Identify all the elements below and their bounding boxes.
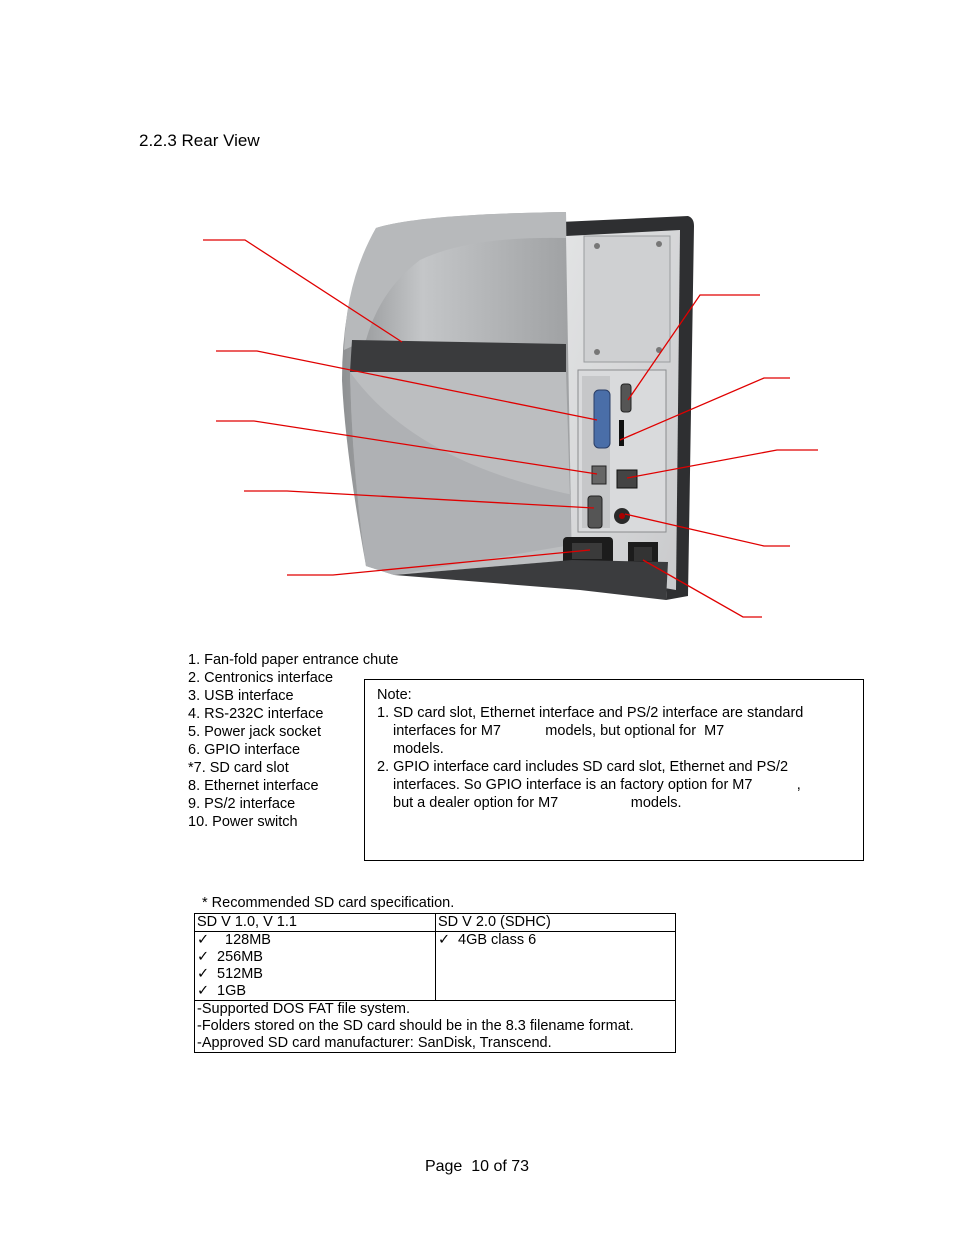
check-icon: ✓ xyxy=(197,949,210,965)
legend-item: 1. Fan-fold paper entrance chute xyxy=(188,652,399,668)
list-item: 256MB xyxy=(217,949,263,965)
check-icon: ✓ xyxy=(438,932,451,948)
section-title: 2.2.3 Rear View xyxy=(139,131,260,150)
sd-col1-header: SD V 1.0, V 1.1 xyxy=(195,914,436,932)
note-line: interfaces. So GPIO interface is an factory option for M7 , xyxy=(393,777,801,793)
cover-plate xyxy=(584,236,670,362)
fanfold-paper-chute xyxy=(350,340,566,372)
note-line: 2. GPIO interface card includes SD card slot, Ethernet and PS/2 xyxy=(377,759,789,775)
list-item: 512MB xyxy=(217,966,263,982)
page-number: Page 10 of 73 xyxy=(424,1158,530,1175)
legend-item: 2. Centronics interface xyxy=(188,670,334,686)
sd-spec-caption: * Recommended SD card specification. xyxy=(202,895,455,911)
note-line: but a dealer option for M7 models. xyxy=(393,795,682,811)
check-icon: ✓ xyxy=(197,983,210,999)
legend-item: 9. PS/2 interface xyxy=(188,796,296,812)
sd-notes xyxy=(195,1001,676,1053)
check-icon: ✓ xyxy=(197,966,210,982)
list-item: 128MB xyxy=(225,932,271,948)
legend-item: 4. RS-232C interface xyxy=(188,706,324,722)
sd-spec-table xyxy=(194,913,676,1053)
list-item: 4GB class 6 xyxy=(458,932,537,948)
sd-card-slot xyxy=(619,420,624,446)
sd-col2-list xyxy=(436,932,676,1001)
legend-item: 6. GPIO interface xyxy=(188,742,301,758)
sd-note-line: -Supported DOS FAT file system. xyxy=(197,1001,411,1017)
note-line: 1. SD card slot, Ethernet interface and PS/2 interface are standard xyxy=(377,705,804,721)
sd-note-line: -Approved SD card manufacturer: SanDisk, Transcend. xyxy=(197,1035,552,1051)
usb-port xyxy=(592,466,606,484)
sd-note-line: -Folders stored on the SD card should be in the 8.3 filename format. xyxy=(197,1018,634,1034)
rs232-port xyxy=(588,496,602,528)
note-line: interfaces for M7 models, but optional for M7 xyxy=(393,723,725,739)
check-icon: ✓ xyxy=(197,932,210,948)
legend-item: 3. USB interface xyxy=(188,688,294,704)
legend-item: *7. SD card slot xyxy=(188,760,289,776)
note-line: models. xyxy=(393,741,444,757)
note-box xyxy=(364,679,864,861)
legend-item: 5. Power jack socket xyxy=(188,724,321,740)
note-title: Note: xyxy=(377,687,412,703)
ethernet-port xyxy=(617,470,637,488)
sd-col1-list xyxy=(195,932,436,1001)
list-item: 1GB xyxy=(217,983,247,999)
sd-col2-header: SD V 2.0 (SDHC) xyxy=(436,914,676,932)
legend-item: 10. Power switch xyxy=(188,814,298,830)
centronics-port xyxy=(594,390,610,448)
legend-item: 8. Ethernet interface xyxy=(188,778,319,794)
